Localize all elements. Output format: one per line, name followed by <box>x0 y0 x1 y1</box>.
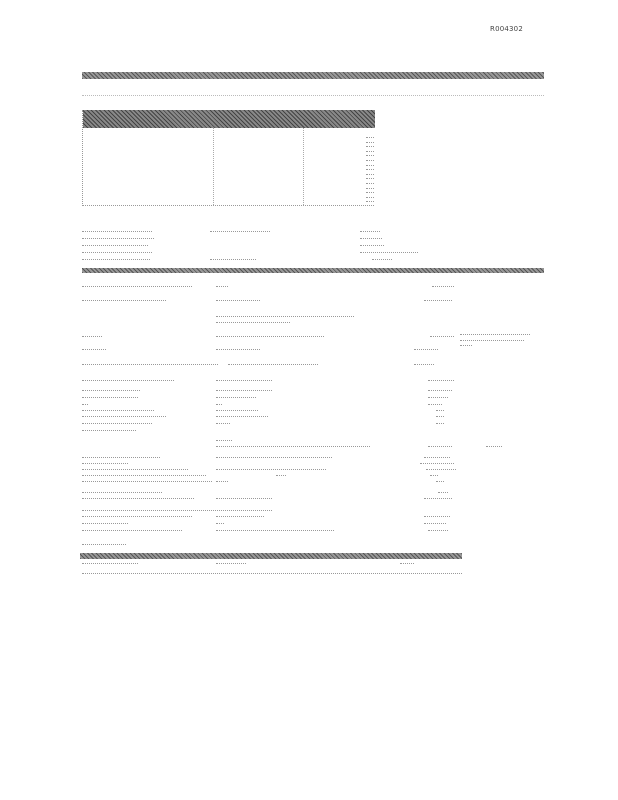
table-cell-line <box>366 183 374 184</box>
table-cell-line <box>366 197 374 198</box>
detail-line <box>428 530 448 531</box>
detail-line <box>216 404 222 405</box>
table-cell-line <box>366 155 374 156</box>
detail-line <box>216 410 258 411</box>
final-label-line <box>82 544 126 545</box>
detail-line <box>216 457 332 458</box>
detail-line <box>424 300 452 301</box>
summary-line <box>360 238 382 239</box>
detail-line <box>82 423 152 424</box>
detail-line <box>216 516 264 517</box>
table-cell-line <box>366 188 374 189</box>
summary-line <box>82 252 152 253</box>
detail-line <box>216 316 354 317</box>
detail-line <box>426 469 456 470</box>
detail-line <box>216 286 228 287</box>
detail-line <box>82 481 212 482</box>
detail-line <box>420 463 454 464</box>
summary-line <box>82 238 154 239</box>
title-band <box>82 72 544 79</box>
detail-line <box>460 334 530 335</box>
detail-line <box>436 423 444 424</box>
bottom-line <box>82 563 138 564</box>
detail-line <box>82 380 174 381</box>
detail-line <box>216 336 324 337</box>
detail-line <box>460 345 472 346</box>
bottom-line <box>82 573 462 574</box>
detail-line <box>438 492 448 493</box>
detail-line <box>216 397 256 398</box>
detail-line <box>436 410 444 411</box>
detail-line <box>82 390 140 391</box>
summary-line <box>360 252 418 253</box>
table-cell-line <box>366 137 374 138</box>
detail-line <box>216 416 268 417</box>
detail-line <box>82 349 106 350</box>
detail-line <box>82 516 192 517</box>
table-header <box>83 110 375 128</box>
bottom-line <box>216 563 246 564</box>
detail-line <box>82 510 272 511</box>
detail-line <box>428 446 452 447</box>
detail-line <box>82 404 88 405</box>
summary-line <box>210 259 256 260</box>
detail-line <box>460 340 524 341</box>
detail-line <box>82 410 154 411</box>
detail-line <box>428 390 452 391</box>
detail-line <box>428 404 442 405</box>
detail-line <box>216 423 230 424</box>
detail-line <box>82 430 136 431</box>
summary-line <box>82 231 152 232</box>
table-cell-line <box>366 151 374 152</box>
bottom-line <box>400 563 414 564</box>
detail-line <box>82 492 162 493</box>
detail-line <box>486 446 502 447</box>
detail-line <box>428 397 448 398</box>
table-cell-line <box>366 178 374 179</box>
detail-line <box>430 336 454 337</box>
summary-line <box>360 231 380 232</box>
detail-line <box>216 322 290 323</box>
detail-line <box>82 469 188 470</box>
bottom-band <box>80 553 462 559</box>
summary-line <box>210 231 270 232</box>
summary-line <box>360 245 384 246</box>
detail-line <box>82 457 160 458</box>
detail-line <box>216 498 272 499</box>
table-cell-line <box>366 160 374 161</box>
detail-line <box>216 530 334 531</box>
detail-line <box>82 364 218 365</box>
detail-line <box>82 498 194 499</box>
detail-line <box>82 530 182 531</box>
detail-line <box>424 457 450 458</box>
table-cell-line <box>366 174 374 175</box>
detail-line <box>82 416 166 417</box>
detail-line <box>216 481 228 482</box>
table-divider <box>213 128 214 205</box>
page-id: R004302 <box>490 25 523 33</box>
intro-text <box>82 90 544 96</box>
detail-line <box>428 380 454 381</box>
summary-line <box>372 259 392 260</box>
table-cell-line <box>366 142 374 143</box>
detail-line <box>436 416 444 417</box>
detail-line <box>424 516 450 517</box>
detail-line <box>228 364 318 365</box>
detail-line <box>82 475 206 476</box>
detail-line <box>216 380 272 381</box>
detail-line <box>424 498 452 499</box>
summary-line <box>82 245 148 246</box>
detail-line <box>436 481 444 482</box>
detail-line <box>216 523 224 524</box>
detail-line <box>414 364 434 365</box>
table-cell-line <box>366 192 374 193</box>
detail-line <box>424 523 446 524</box>
detail-line <box>82 523 128 524</box>
detail-line <box>216 440 232 441</box>
detail-line <box>216 300 260 301</box>
table-cell-line <box>366 169 374 170</box>
detail-line <box>414 349 438 350</box>
detail-line <box>430 475 438 476</box>
detail-line <box>216 349 260 350</box>
section-band <box>82 268 544 273</box>
detail-line <box>276 475 286 476</box>
table-cell-line <box>366 165 374 166</box>
detail-line <box>216 469 326 470</box>
detail-line <box>82 286 192 287</box>
detail-line <box>82 300 166 301</box>
data-table <box>82 110 374 206</box>
table-cell-line <box>366 146 374 147</box>
table-divider <box>303 128 304 205</box>
detail-line <box>216 390 272 391</box>
detail-line <box>82 397 138 398</box>
detail-line <box>82 463 128 464</box>
detail-line <box>216 446 370 447</box>
table-cell-line <box>366 201 374 202</box>
detail-line <box>82 336 102 337</box>
detail-line <box>432 286 454 287</box>
summary-line <box>82 259 150 260</box>
